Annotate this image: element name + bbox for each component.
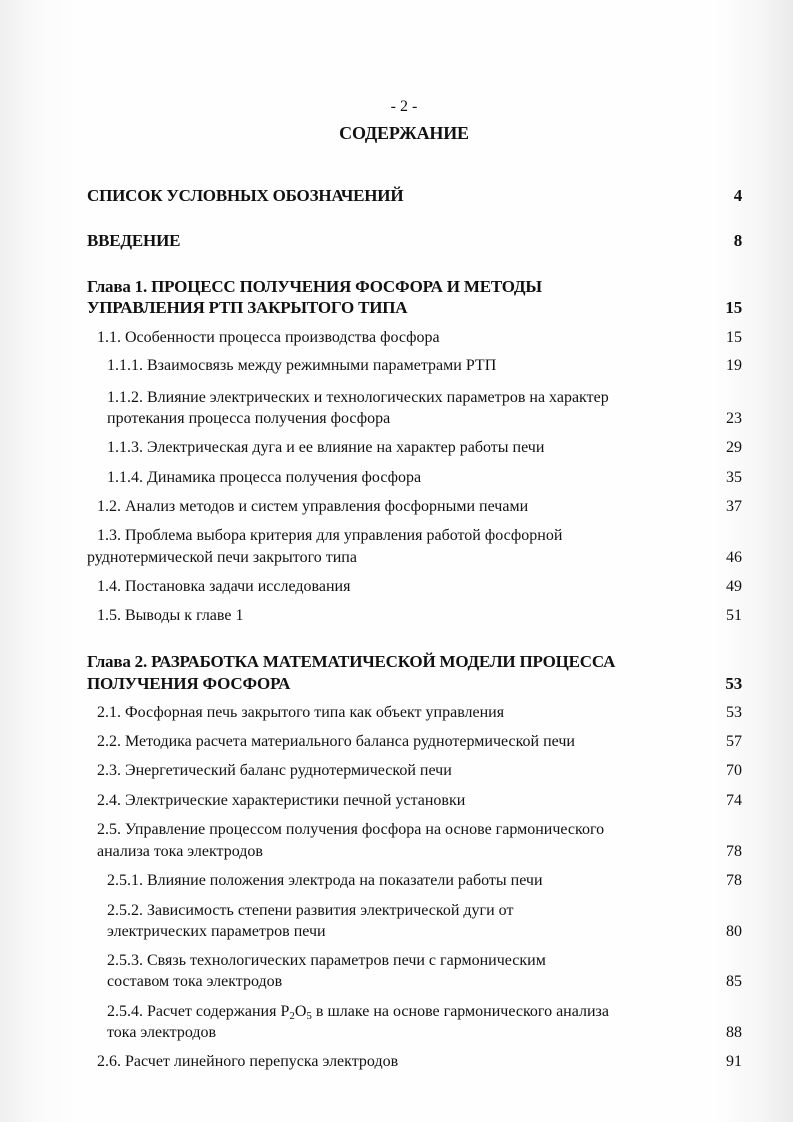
toc-chapter-1-cont[interactable]: УПРАВЛЕНИЯ РТП ЗАКРЫТОГО ТИПА xyxy=(87,298,408,317)
toc-entry[interactable]: 1.1. Особенности процесса производства фосфора xyxy=(97,329,440,346)
toc-page: 91 xyxy=(726,1053,742,1070)
toc-entry[interactable]: 2.6. Расчет линейного перепуска электродов xyxy=(97,1053,399,1070)
toc-page: 85 xyxy=(726,973,742,990)
toc-page: 57 xyxy=(726,733,742,750)
toc-entry[interactable]: 2.5.3. Связь технологических параметров печи с гармоническим xyxy=(107,952,546,969)
toc-page: 4 xyxy=(733,186,742,205)
toc-entry[interactable] xyxy=(107,1002,609,1022)
toc-page: 51 xyxy=(726,607,742,624)
toc-page: 35 xyxy=(726,469,742,486)
toc-page: 8 xyxy=(733,231,742,250)
toc-page: 46 xyxy=(726,549,742,566)
toc-entry[interactable]: 1.1.3. Электрическая дуга и ее влияние на характер работы печи xyxy=(107,439,545,456)
toc-page: 53 xyxy=(725,674,742,693)
toc-page: 78 xyxy=(726,872,742,889)
toc-entry[interactable]: 2.2. Методика расчета материального баланса руднотермической печи xyxy=(97,733,575,750)
toc-entry[interactable]: 2.3. Энергетический баланс руднотермической печи xyxy=(97,762,452,779)
page-title: СОДЕРЖАНИЕ xyxy=(339,123,469,143)
toc-entry-text: в шлаке на основе гармонического анализа xyxy=(311,1003,609,1020)
toc-entry[interactable]: 1.4. Постановка задачи исследования xyxy=(97,578,351,595)
toc-entry-text: 2.5.4. Расчет содержания P xyxy=(107,1003,290,1020)
toc-entry-cont[interactable]: анализа тока электродов xyxy=(97,843,263,860)
toc-entry[interactable]: 1.1.2. Влияние электрических и технологических параметров на характер xyxy=(107,389,609,406)
toc-entry[interactable]: 2.5. Управление процессом получения фосфора на основе гармонического xyxy=(97,821,605,838)
toc-entry-cont[interactable]: тока электродов xyxy=(107,1024,217,1041)
toc-page: 70 xyxy=(726,762,742,779)
toc-entry[interactable]: 2.4. Электрические характеристики печной установки xyxy=(97,792,466,809)
toc-chapter-2[interactable]: Глава 2. РАЗРАБОТКА МАТЕМАТИЧЕСКОЙ МОДЕЛИ ПРОЦЕССА xyxy=(87,652,616,671)
toc-entry[interactable]: 1.1.1. Взаимосвязь между режимными параметрами РТП xyxy=(107,357,497,374)
toc-page: 78 xyxy=(726,843,742,860)
toc-entry[interactable]: 1.2. Анализ методов и систем управления фосфорными печами xyxy=(97,498,529,515)
toc-page: 80 xyxy=(726,923,742,940)
toc-page: 49 xyxy=(726,578,742,595)
toc-entry-cont[interactable]: электрических параметров печи xyxy=(107,923,326,940)
toc-entry-text: O xyxy=(294,1003,307,1020)
toc-entry[interactable]: 1.1.4. Динамика процесса получения фосфора xyxy=(107,469,422,486)
toc-chapter-2-cont[interactable]: ПОЛУЧЕНИЯ ФОСФОРА xyxy=(87,674,291,693)
toc-page: 15 xyxy=(726,329,742,346)
toc-entry-cont[interactable]: протекания процесса получения фосфора xyxy=(107,410,391,427)
toc-page: 23 xyxy=(726,410,742,427)
toc-page: 19 xyxy=(726,357,742,374)
toc-page: 53 xyxy=(726,704,742,721)
toc-page: 29 xyxy=(726,439,742,456)
subscript: 2 xyxy=(289,1010,295,1022)
page-number: - 2 - xyxy=(390,98,418,115)
toc-entry[interactable]: 1.5. Выводы к главе 1 xyxy=(97,607,244,624)
toc-entry-cont[interactable]: руднотермической печи закрытого типа xyxy=(87,549,357,566)
toc-entry[interactable]: 1.3. Проблема выбора критерия для управления работой фосфорной xyxy=(97,527,563,544)
toc-entry-cont[interactable]: составом тока электродов xyxy=(107,973,283,990)
toc-page: 88 xyxy=(726,1024,742,1041)
toc-entry[interactable]: 2.5.1. Влияние положения электрода на показатели работы печи xyxy=(107,872,543,889)
toc-entry[interactable]: 2.1. Фосфорная печь закрытого типа как объект управления xyxy=(97,704,505,721)
toc-entry[interactable]: 2.5.2. Зависимость степени развития электрической дуги от xyxy=(107,902,514,919)
subscript: 5 xyxy=(306,1010,312,1022)
toc-intro[interactable]: ВВЕДЕНИЕ xyxy=(87,231,181,250)
toc-page: 37 xyxy=(726,498,742,515)
toc-page: 15 xyxy=(725,298,742,317)
toc-chapter-1[interactable]: Глава 1. ПРОЦЕСС ПОЛУЧЕНИЯ ФОСФОРА И МЕТОДЫ xyxy=(87,277,542,296)
toc-abbrev[interactable]: СПИСОК УСЛОВНЫХ ОБОЗНАЧЕНИЙ xyxy=(87,186,404,205)
toc-page: 74 xyxy=(726,792,742,809)
